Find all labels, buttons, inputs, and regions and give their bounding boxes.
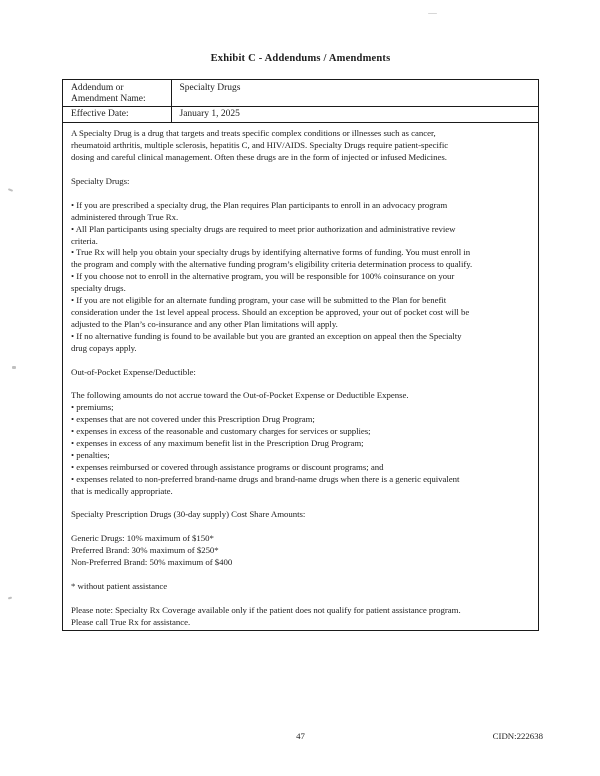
text-line: • If you are prescribed a specialty drug, the Plan requires Plan participants to enroll in an advocacy program — [71, 199, 448, 210]
text-line: the program and comply with the alternative funding program’s eligibility criteria determination process to qualify. — [71, 259, 473, 270]
text-line: adjusted to the Plan’s co-insurance and any other Plan limitations will apply. — [71, 318, 338, 329]
body-text — [63, 123, 538, 630]
text-line: Out-of-Pocket Expense/Deductible: — [71, 366, 196, 377]
text-line — [71, 569, 534, 581]
scan-artifact — [12, 366, 16, 369]
text-line: Please note: Specialty Rx Coverage available only if the patient does not qualify for patient assistance program. — [71, 604, 461, 615]
text-line: Effective Date: — [71, 109, 129, 119]
page-title: Exhibit C - Addendums / Amendments — [210, 53, 391, 64]
text-line: • expenses related to non-preferred brand-name drugs and brand-name drugs when there is a generic equivalent — [71, 473, 460, 484]
text-line: Non-Preferred Brand: 50% maximum of $400 — [71, 557, 233, 568]
text-line: • penalties; — [71, 449, 110, 460]
text-line: • expenses in excess of the reasonable and customary charges for services or supplies; — [71, 426, 371, 437]
text-line — [71, 164, 534, 176]
text-line: * without patient assistance — [71, 580, 168, 591]
effective-date-value: January 1, 2025 — [179, 109, 240, 119]
text-line — [71, 378, 534, 390]
text-line: specialty drugs. — [71, 283, 126, 294]
row-value-effective-date — [172, 107, 539, 123]
text-line — [71, 355, 534, 367]
text-line — [71, 188, 534, 200]
text-line: • expenses in excess of any maximum benefit list in the Prescription Drug Program; — [71, 437, 364, 448]
footer-page-number: 47 — [296, 731, 305, 741]
text-line: A Specialty Drug is a drug that targets and treats specific complex conditions or illnesses such as cancer, — [71, 128, 436, 139]
text-line: • If no alternative funding is found to be available but you are granted an exception on appeal then the Specialty — [71, 330, 462, 341]
text-line: • premiums; — [71, 402, 114, 413]
text-line: Specialty Drugs: — [71, 176, 130, 187]
text-line: Specialty Prescription Drugs (30-day supply) Cost Share Amounts: — [71, 509, 306, 520]
text-line: Please call True Rx for assistance. — [71, 616, 191, 627]
text-line — [71, 521, 534, 533]
text-line: • If you choose not to enroll in the alternative program, you will be responsible for 100% coinsurance on your — [71, 271, 455, 282]
scan-artifact — [8, 597, 12, 600]
text-line — [71, 593, 534, 605]
text-line — [71, 497, 534, 509]
table-row-addendum-name — [63, 80, 538, 107]
text-line: • All Plan participants using specialty drugs are required to meet prior authorization and administrative review — [71, 223, 456, 234]
text-line: • expenses that are not covered under this Prescription Drug Program; — [71, 414, 315, 425]
text-line: • If you are not eligible for an alternate funding program, your case will be submitted to the Plan for benefit — [71, 295, 447, 306]
addendum-name-value: Specialty Drugs — [179, 82, 241, 93]
row-label-addendum-name — [63, 80, 172, 106]
text-line: rheumatoid arthritis, multiple sclerosis, hepatitis C, and HIV/AIDS. Specialty Drugs require patient-specific — [71, 140, 449, 151]
row-label-effective-date — [63, 107, 172, 123]
text-line: Generic Drugs: 10% maximum of $150* — [71, 533, 214, 544]
text-line: criteria. — [71, 235, 98, 246]
text-line: The following amounts do not accrue toward the Out-of-Pocket Expense or Deductible Expense. — [71, 390, 409, 401]
scan-artifact — [428, 13, 437, 14]
text-line: consideration under the 1st level appeal process. Should an exception be approved, your out of pocket cost will be — [71, 306, 470, 317]
scan-artifact — [8, 188, 13, 192]
table-row-effective-date — [63, 107, 538, 124]
text-line: Addendum or — [71, 82, 124, 93]
text-line: drug copays apply. — [71, 342, 137, 353]
addendum-table — [62, 79, 539, 631]
footer-doc-id: CIDN:222638 — [492, 731, 543, 741]
row-value-addendum-name — [172, 80, 539, 106]
text-line: • expenses reimbursed or covered through assistance programs or discount programs; and — [71, 461, 384, 472]
text-line: • True Rx will help you obtain your specialty drugs by identifying alternative forms of funding. You must enroll in — [71, 247, 471, 258]
text-line: Amendment Name: — [71, 94, 146, 104]
text-line: Preferred Brand: 30% maximum of $250* — [71, 545, 219, 556]
text-line: that is medically appropriate. — [71, 485, 173, 496]
text-line: administered through True Rx. — [71, 211, 179, 222]
text-line: dosing and careful clinical management. Often these drugs are in the form of injected or infused Medicines. — [71, 152, 447, 163]
